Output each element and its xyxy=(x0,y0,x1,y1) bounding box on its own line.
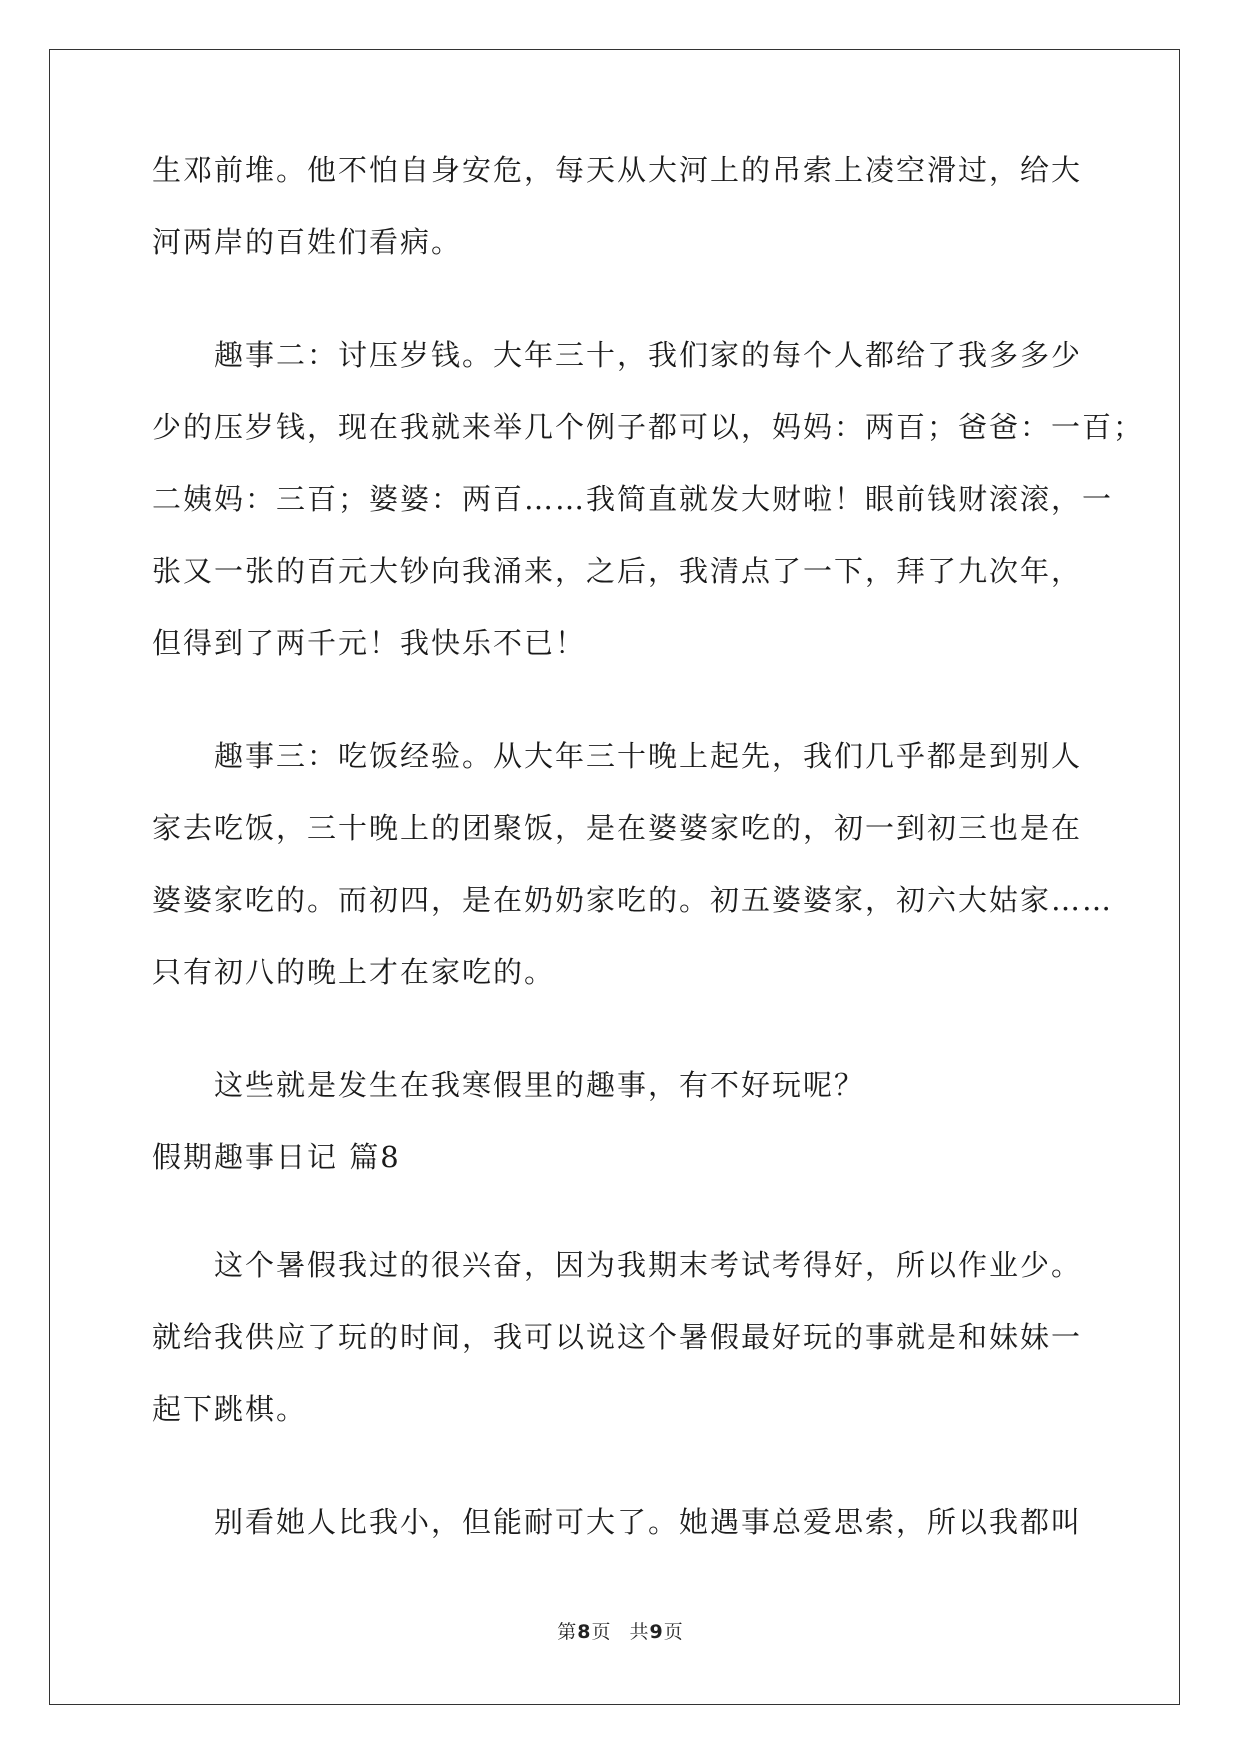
current-page-number: 8 xyxy=(577,1621,592,1643)
text-line: 婆婆家吃的。而初四，是在奶奶家吃的。初五婆婆家，初六大姑家…… xyxy=(152,883,1114,917)
text-line: 但得到了两千元！我快乐不已！ xyxy=(152,626,587,660)
page-border xyxy=(49,49,1180,1705)
total-label-prefix: 共 xyxy=(629,1621,650,1643)
page-footer xyxy=(0,1617,1241,1644)
page-label-unit: 页 xyxy=(591,1621,612,1643)
text-line: 生邓前堆。他不怕自身安危，每天从大河上的吊索上凌空滑过，给大 xyxy=(152,153,1083,187)
paragraph-start-line: 这个暑假我过的很兴奋，因为我期末考试考得好，所以作业少。 xyxy=(214,1248,1083,1282)
total-label-unit: 页 xyxy=(663,1621,684,1643)
text-line: 张又一张的百元大钞向我涌来，之后，我清点了一下，拜了九次年， xyxy=(152,554,1083,588)
text-line: 二姨妈：三百；婆婆：两百……我简直就发大财啦！眼前钱财滚滚，一 xyxy=(152,482,1114,516)
total-page-number: 9 xyxy=(649,1621,664,1643)
page-label-prefix: 第 xyxy=(557,1621,578,1643)
paragraph-start-line: 别看她人比我小，但能耐可大了。她遇事总爱思索，所以我都叫 xyxy=(214,1505,1083,1539)
paragraph-start-line: 这些就是发生在我寒假里的趣事，有不好玩呢？ xyxy=(214,1068,866,1102)
text-line: 就给我供应了玩的时间，我可以说这个暑假最好玩的事就是和妹妹一 xyxy=(152,1320,1083,1354)
paragraph-start-line: 趣事三：吃饭经验。从大年三十晚上起先，我们几乎都是到别人 xyxy=(214,739,1083,773)
text-line: 起下跳棋。 xyxy=(152,1392,308,1426)
section-heading: 假期趣事日记 篇8 xyxy=(152,1140,401,1174)
text-line: 河两岸的百姓们看病。 xyxy=(152,225,463,259)
text-line: 家去吃饭，三十晚上的团聚饭，是在婆婆家吃的，初一到初三也是在 xyxy=(152,811,1083,845)
paragraph-start-line: 趣事二：讨压岁钱。大年三十，我们家的每个人都给了我多多少 xyxy=(214,338,1083,372)
text-line: 只有初八的晚上才在家吃的。 xyxy=(152,955,556,989)
text-line: 少的压岁钱，现在我就来举几个例子都可以，妈妈：两百；爸爸：一百； xyxy=(152,410,1145,444)
